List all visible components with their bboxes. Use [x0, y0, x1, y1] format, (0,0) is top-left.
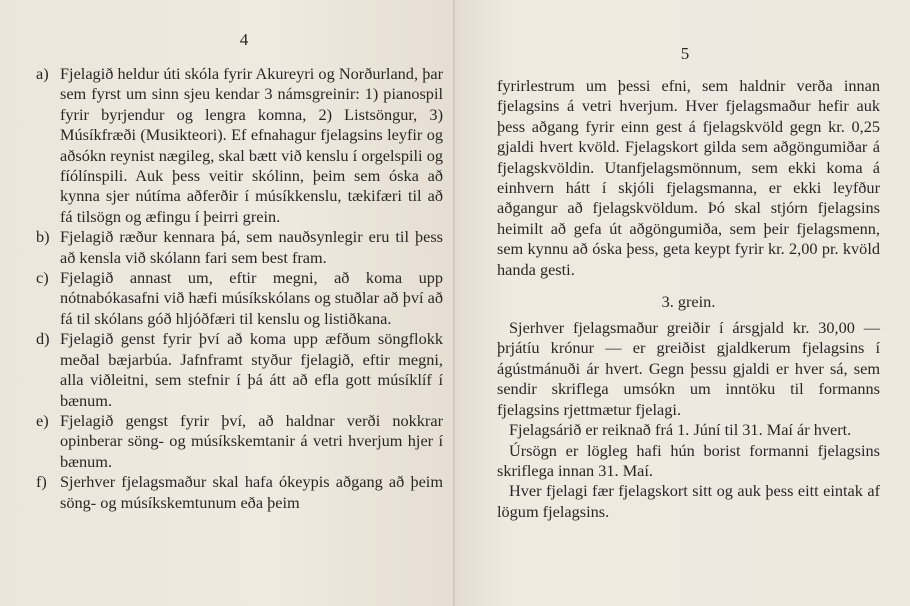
item-label: c): [36, 268, 49, 288]
page-number-left: 4: [239, 30, 250, 49]
item-label: e): [36, 410, 49, 430]
right-page: [455, 0, 910, 606]
list-item-a: [36, 64, 443, 227]
paragraph-continued: fyrirlestrum um þessi efni, sem haldnir verða innan fjelagsins á vetri hverjum. Hver fjelagsmaður hefir auk þess aðgang fyrir einn gest á fjelagskvöld gegn kr. 0,25 gjaldi hvert kvöld. Fjelagskort gilda sem aðgöngumiðar á fjelagskvöldin. Utanfjelagsmönnum, sem ekki koma á einhvern hátt í skjóli fjelagsmanna, er ekki leyfður aðgangur að fjelagskvöldum. Þó skal stjórn fjelagsins heimilt að gefa út aðgöngumiða, sem þeir fjelagsmenn, sem kynnu að óska þess, geta keypt fyrir kr. 2,00 pr. kvöld handa gesti.: [497, 76, 880, 279]
item-label: f): [36, 472, 47, 492]
item-text: Fjelagið heldur úti skóla fyrir Akureyri og Norðurland, þar sem fyrst um sinn sjeu kendar 3 námsgreinir: 1) pianospil fyrir byrjendur og lengra komna, 2) Listsöngur, 3) Músíkfræði (Musikteori). Ef efnahagur fjelagsins leyfir og aðsókn reynist nægileg, skal bætt við kenslu í orgelspili og fíólínspili. Auk þess veitir skólinn, þeim sem óska að kynna sjer nútíma aðferðir í músíkkenslu, tækifæri til að fá tilsögn og æfingu í þeirri grein.: [60, 64, 443, 226]
list-item-d: [36, 329, 443, 411]
item-label: d): [36, 329, 50, 349]
item-text: Sjerhver fjelagsmaður skal hafa ókeypis aðgang að þeim söng- og músíkskemtunum eða þeim: [60, 472, 443, 512]
list-item-c: [36, 268, 443, 329]
paragraph-fiscal-year: Fjelagsárið er reiknað frá 1. Júní til 31. Maí ár hvert.: [509, 420, 852, 440]
page-number-right: 5: [680, 44, 691, 63]
paragraph-membership-card: Hver fjelagi fær fjelagskort sitt og auk þess eitt eintak af lögum fjelagsins.: [497, 481, 880, 521]
item-text: Fjelagið gengst fyrir því, að haldnar verði nokkrar opinberar söng- og músíkskemtanir á vetri hverjum hjer í bænum.: [60, 410, 443, 471]
item-text: Fjelagið genst fyrir því að koma upp æfðum söngflokk meðal bæjarbúa. Jafnframt styður fjelagið, eftir megni, alla viðleitni, sem stefnir í þá átt að efla gott músíklíf í bænum.: [60, 329, 443, 410]
item-label: a): [36, 64, 49, 83]
section-heading: 3. grein.: [661, 292, 716, 312]
item-text: Fjelagið ræður kennara þá, sem nauðsynlegir eru til þess að kensla við skólann fari sem best fram.: [60, 227, 443, 267]
paragraph-fee: Sjerhver fjelagsmaður greiðir í ársgjald kr. 30,00 — þrjátíu krónur — er greiðist gjaldkerum fjelagsins í ágústmánuði ár hvert. Gegn þessu gjaldi er hver sá, sem sendir skriflega umsókn um inntöku til formanns fjelagsins rjettmætur fjelagi.: [497, 318, 880, 419]
item-text: Fjelagið annast um, eftir megni, að koma upp nótnabókasafni við hæfi músíkskólans og stuðlar að því að fá til skólans góð hljóðfæri til kenslu og listiðkana.: [60, 268, 443, 328]
list-item-f: [36, 472, 443, 513]
paragraph-resignation: Úrsögn er lögleg hafi hún borist formanni fjelagsins skriflega innan 31. Maí.: [497, 440, 880, 480]
list-item-b: [36, 227, 443, 268]
list-item-e: [36, 411, 443, 472]
item-label: b): [36, 227, 50, 247]
